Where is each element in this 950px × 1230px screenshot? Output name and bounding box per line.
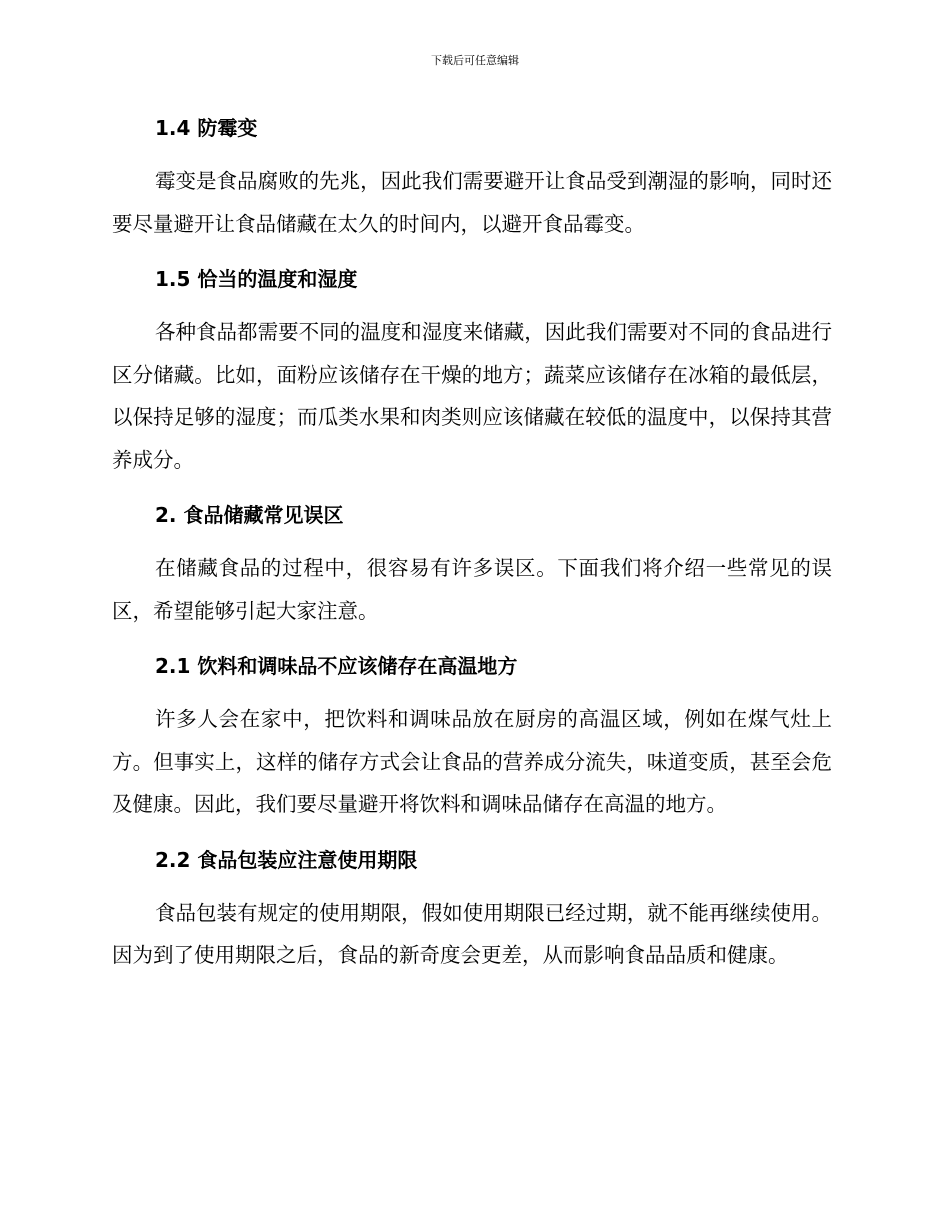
section-heading-2-1: 2.1 饮料和调味品不应该储存在高温地方 <box>155 654 518 678</box>
section-paragraph-1-5: 各种食品都需要不同的温度和湿度来储藏，因此我们需要对不同的食品进行区分储藏。比如，面粉应该储存在干燥的地方；蔬菜应该储存在冰箱的最低层，以保持足够的湿度；而瓜类水果和肉类则应该储藏在较低的温度中，以保持其营养成分。 <box>112 320 832 472</box>
section-paragraph-2-1: 许多人会在家中，把饮料和调味品放在厨房的高温区域，例如在煤气灶上方。但事实上，这样的储存方式会让食品的营养成分流失，味道变质，甚至会危及健康。因此，我们要尽量避开将饮料和调味品储存在高温的地方。 <box>112 707 832 816</box>
section-heading-1-4: 1.4 防霉变 <box>155 116 258 140</box>
section-paragraph-2: 在储藏食品的过程中，很容易有许多误区。下面我们将介绍一些常见的误区，希望能够引起大家注意。 <box>112 556 832 623</box>
section-paragraph-2-2: 食品包装有规定的使用期限，假如使用期限已经过期，就不能再继续使用。因为到了使用期限之后，食品的新奇度会更差，从而影响食品品质和健康。 <box>112 900 832 967</box>
section-heading-2-2: 2.2 食品包装应注意使用期限 <box>155 847 418 872</box>
section-heading-2: 2. 食品储藏常见误区 <box>155 503 344 527</box>
document-body <box>112 108 832 991</box>
section-heading-1-5: 1.5 恰当的温度和湿度 <box>155 267 358 291</box>
page-header-note: 下载后可任意编辑 <box>431 54 519 67</box>
section-paragraph-1-4: 霉变是食品腐败的先兆，因此我们需要避开让食品受到潮湿的影响，同时还要尽量避开让食品储藏在太久的时间内，以避开食品霉变。 <box>112 169 832 236</box>
